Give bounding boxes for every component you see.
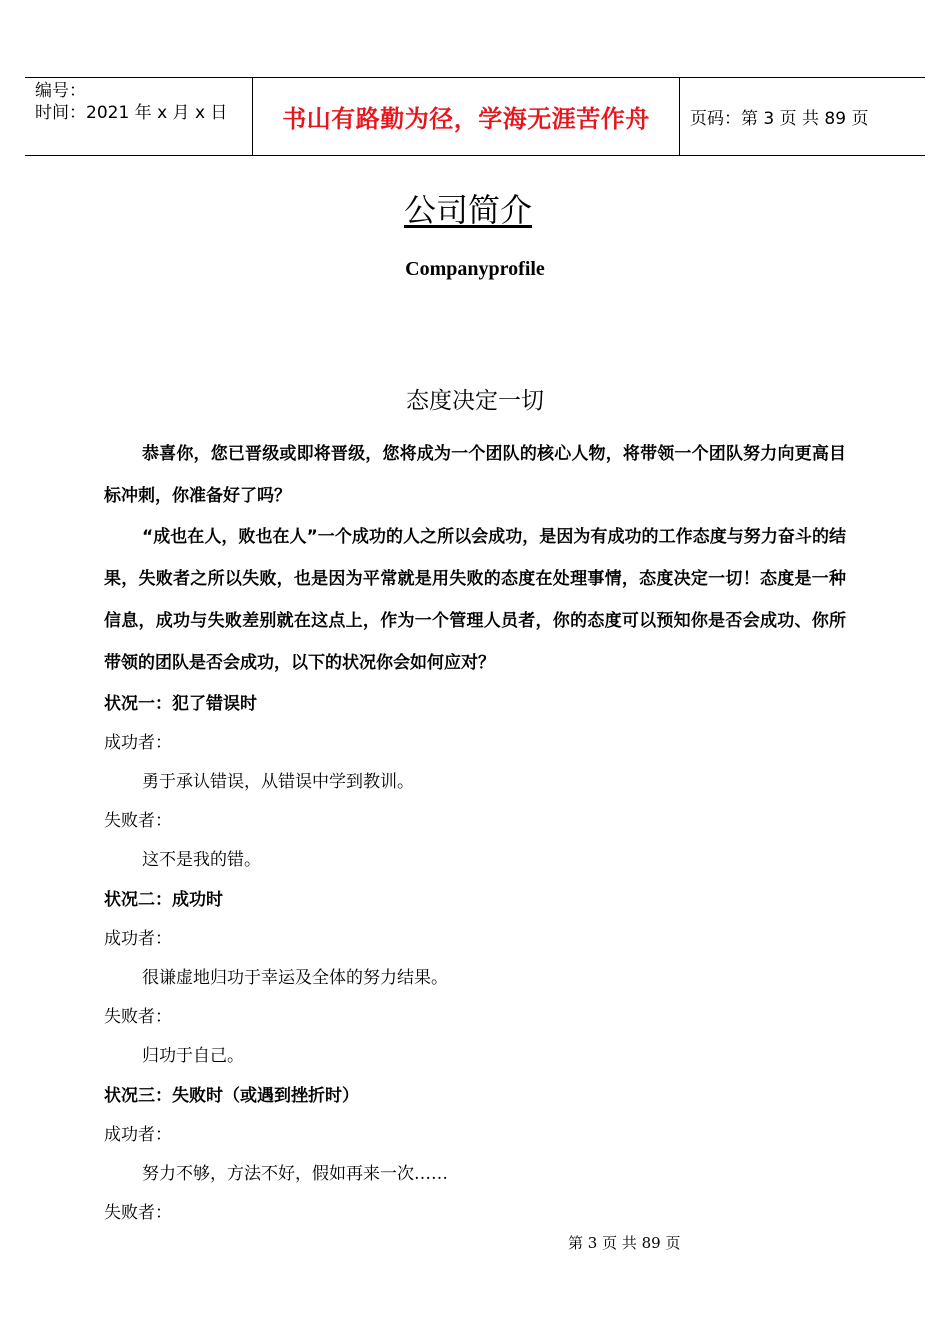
situation-3-success-text: 努力不够，方法不好，假如再来一次…… [142,1164,448,1184]
situation-3-heading: 状况三：失败时（或遇到挫折时） [104,1086,359,1106]
page-footer: 第 3 页 共 89 页 [568,1234,681,1252]
time-label: 时间：2021 年 x 月 x 日 [35,103,228,123]
situation-1-fail-label: 失败者： [104,811,172,831]
document-title: 公司简介 [403,191,532,229]
situation-2-fail-label: 失败者： [104,1007,172,1027]
situation-2-success-text: 很谦虚地归功于幸运及全体的努力结果。 [142,968,448,988]
section-title: 态度决定一切 [406,388,544,414]
number-label: 编号： [35,81,86,101]
situation-3-success-label: 成功者： [104,1125,172,1145]
situation-2-success-label: 成功者： [104,929,172,949]
header-page-info: 页码：第 3 页 共 89 页 [690,109,869,129]
intro-paragraph-2: “成也在人，败也在人”一个成功的人之所以会成功，是因为有成功的工作态度与努力奋斗的结果，失败者之所以失败，也是因为平常就是用失败的态度在处理事情，态度决定一切！态度是一种信息，成功与失败差别就在这点上，作为一个管理人员者，你的态度可以预知你是否会成功、你所带领的团队是否会成功，以下的状况你会如何应对？ [104,527,846,673]
situation-1-fail-text: 这不是我的错。 [142,850,261,870]
situation-2-fail-text: 归功于自己。 [142,1046,244,1066]
situation-1-success-label: 成功者： [104,733,172,753]
situation-1-heading: 状况一：犯了错误时 [104,694,257,714]
situation-3-fail-label: 失败者： [104,1203,172,1223]
situation-2-heading: 状况二：成功时 [104,890,223,910]
page-header [25,77,925,156]
header-motto: 书山有路勤为径，学海无涯苦作舟 [253,78,680,155]
situation-1-success-text: 勇于承认错误，从错误中学到教训。 [142,772,414,792]
document-subtitle: Companyprofile [405,258,545,280]
header-meta [25,78,253,155]
intro-paragraph-1: 恭喜你，您已晋级或即将晋级，您将成为一个团队的核心人物，将带领一个团队努力向更高目标冲刺，你准备好了吗？ [104,444,846,506]
